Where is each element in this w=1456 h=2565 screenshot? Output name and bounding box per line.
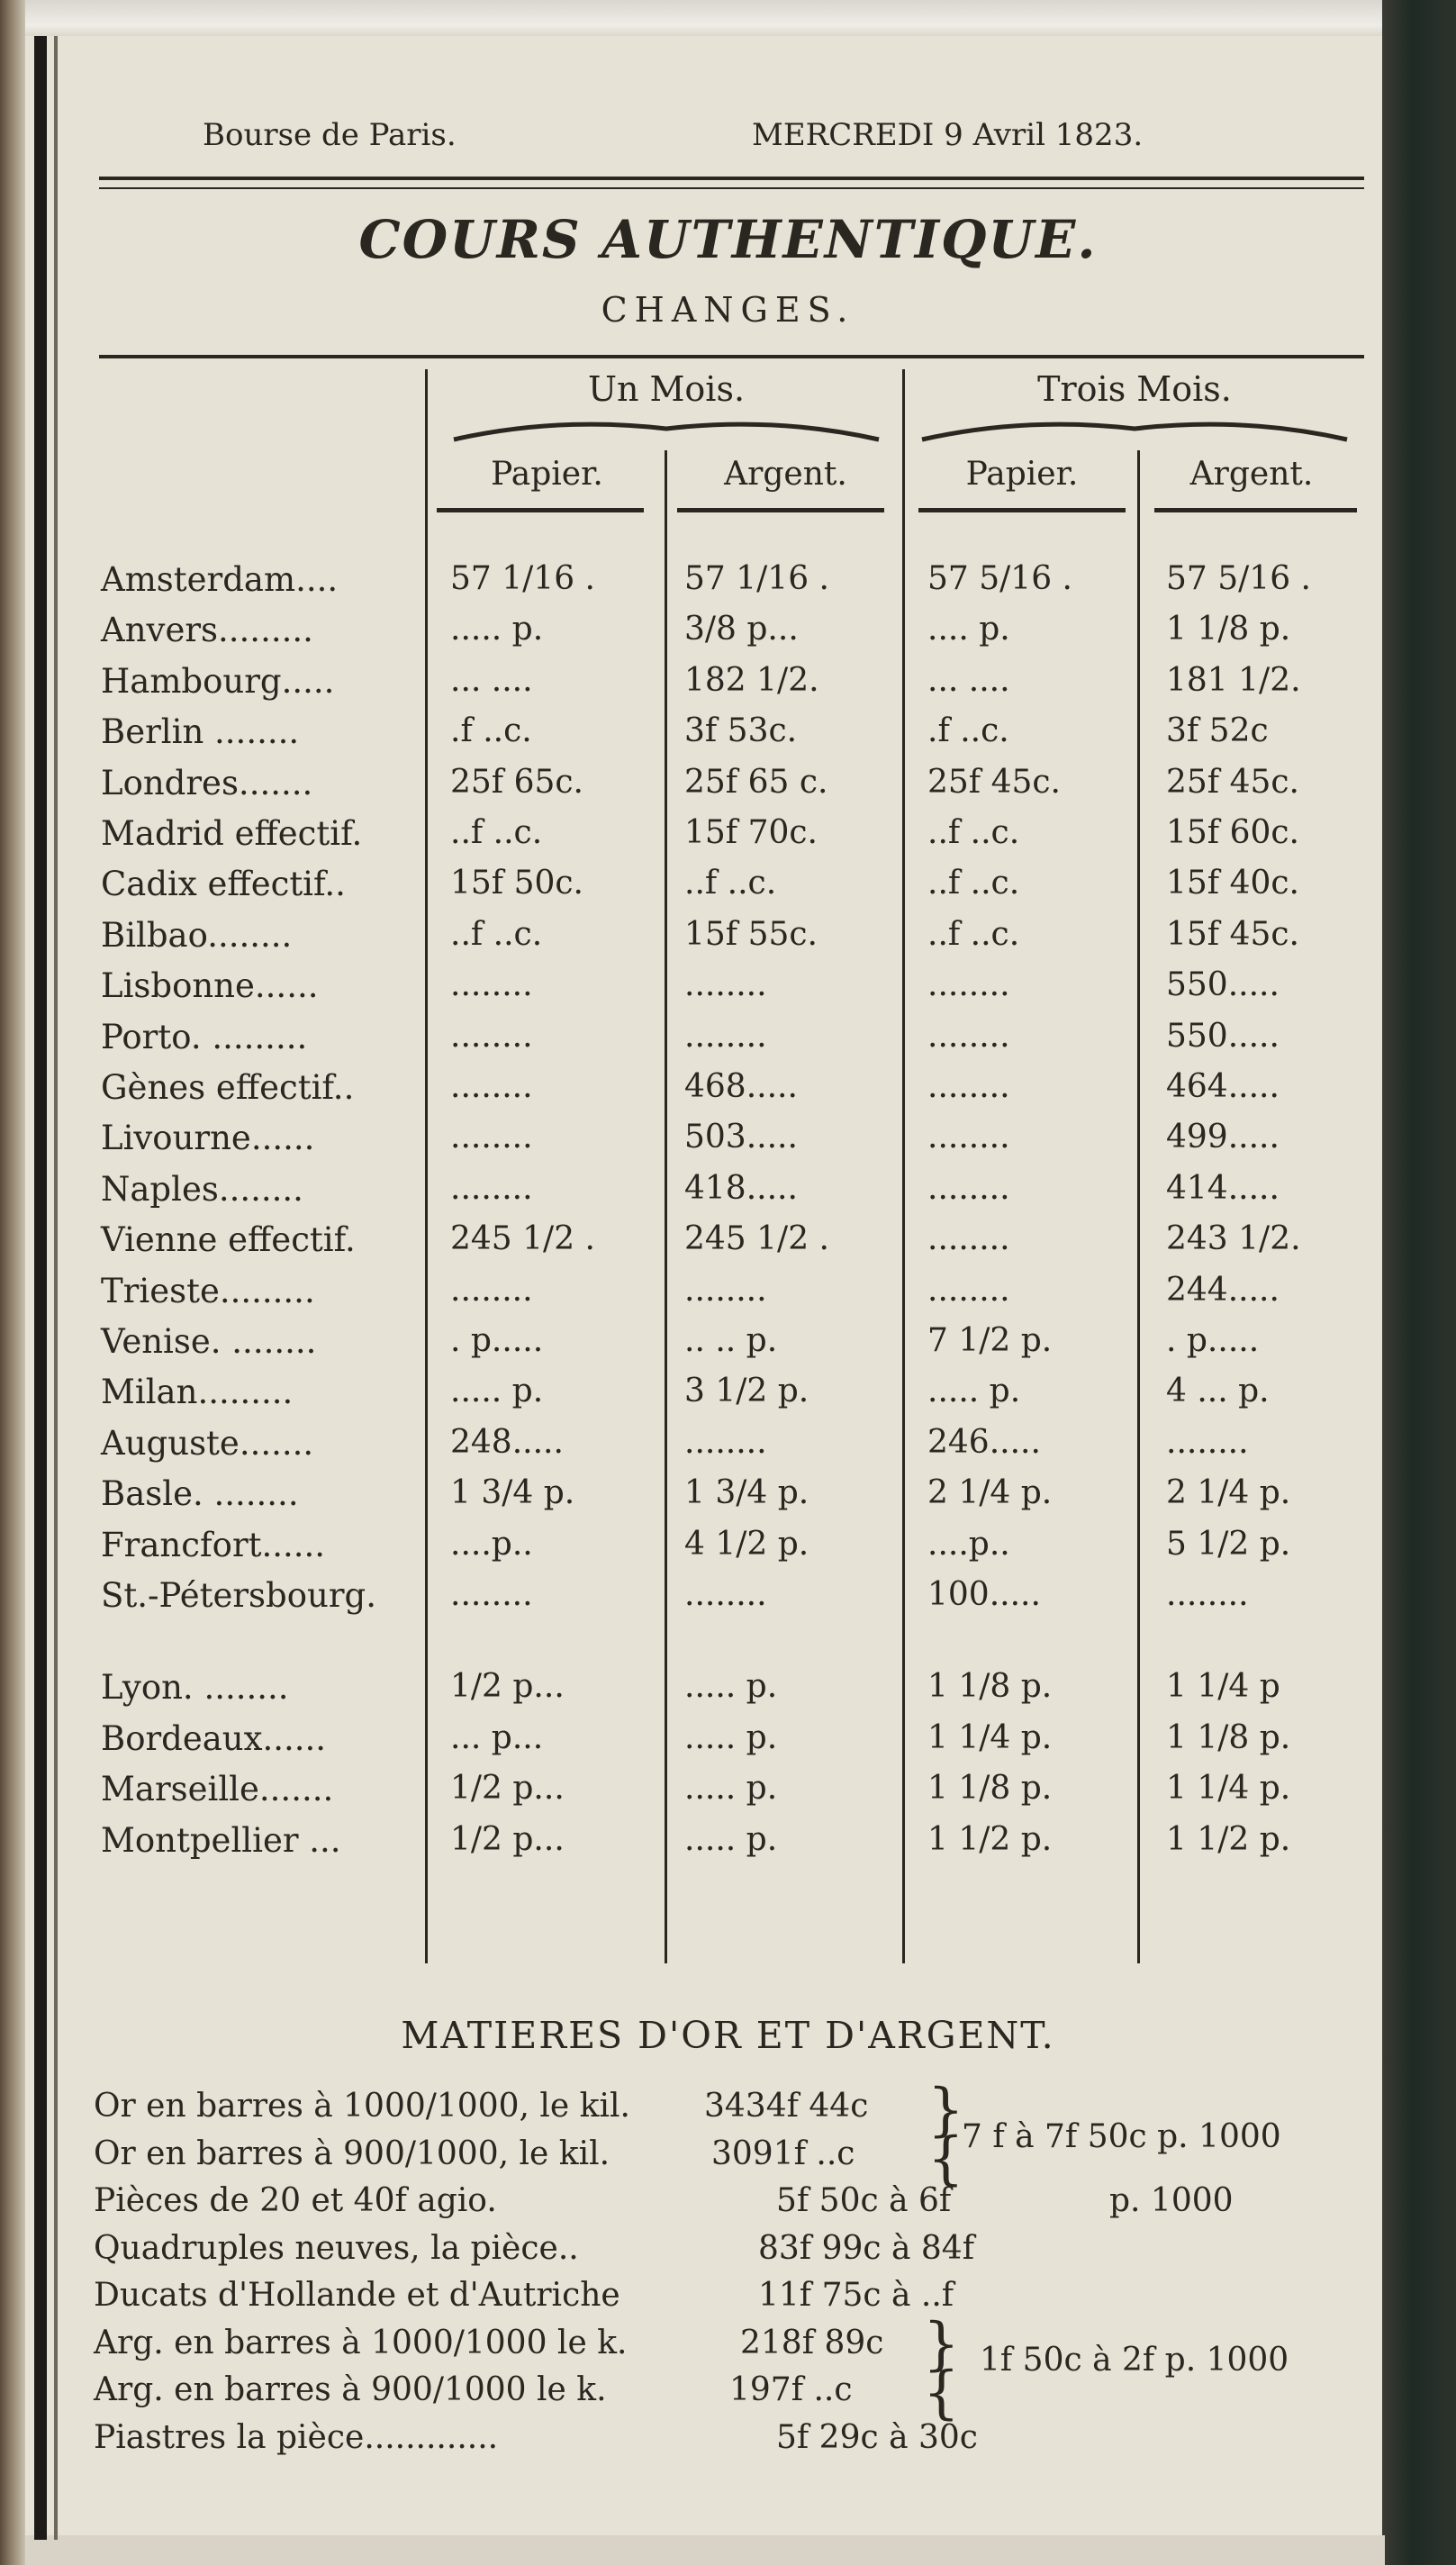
row-cell-col2: 1 3/4 p.	[684, 1474, 809, 1512]
col-separator-3	[902, 369, 905, 1963]
row-city: Londres.......	[101, 763, 313, 802]
row-cell-col3: 246.....	[927, 1423, 1041, 1461]
row-city: Vienne effectif.	[101, 1220, 356, 1260]
col-underline-3	[918, 508, 1126, 512]
row-city: Gènes effectif..	[101, 1068, 355, 1107]
matieres-title: MATIERES D'OR ET D'ARGENT.	[401, 2014, 1055, 2057]
matiere-value: 11f 75c à ..f	[758, 2277, 954, 2314]
row-city: Cadix effectif..	[101, 865, 346, 904]
row-cell-col3: ........	[927, 1169, 1010, 1207]
group-swash-1	[450, 412, 882, 443]
row-cell-col2: .. .. p.	[684, 1322, 778, 1359]
col-underline-2	[677, 508, 884, 512]
row-cell-col4: 15f 40c.	[1166, 865, 1299, 902]
row-city: St.-Pétersbourg.	[101, 1576, 376, 1615]
row-cell-col3: 2 1/4 p.	[927, 1474, 1053, 1512]
row-city: Marseille.......	[101, 1770, 334, 1809]
row-cell-col1: ..f ..c.	[450, 915, 543, 953]
row-cell-col2: 418.....	[684, 1169, 798, 1207]
row-cell-col3: 1 1/2 p.	[927, 1820, 1053, 1858]
header-left: Bourse de Paris.	[203, 117, 457, 153]
row-cell-col4: 15f 60c.	[1166, 814, 1299, 851]
row-cell-col1: 1/2 p...	[450, 1820, 565, 1858]
row-city: Naples........	[101, 1169, 303, 1209]
row-cell-col1: ........	[450, 1271, 533, 1309]
matiere-value: 5f 29c à 30c	[776, 2418, 978, 2456]
row-cell-col2: 57 1/16 .	[684, 560, 829, 597]
matiere-value: 83f 99c à 84f	[758, 2229, 975, 2267]
row-cell-col1: ........	[450, 1068, 533, 1105]
col-separator-2	[665, 450, 667, 1963]
row-cell-col4: 5 1/2 p.	[1166, 1525, 1291, 1563]
row-cell-col3: ... ....	[927, 661, 1010, 699]
col-separator-4	[1137, 450, 1140, 1963]
row-cell-col4: 1 1/8 p.	[1166, 611, 1291, 648]
book-spine	[0, 0, 25, 2565]
row-city: Anvers.........	[101, 611, 313, 650]
row-city: Bilbao........	[101, 915, 293, 955]
row-cell-col2: 3/8 p...	[684, 611, 799, 648]
row-cell-col2: ..... p.	[684, 1718, 778, 1756]
page-bottom-edge	[25, 2535, 1385, 2565]
row-cell-col2: 4 1/2 p.	[684, 1525, 809, 1563]
row-cell-col2: 25f 65 c.	[684, 763, 828, 801]
row-city: Montpellier ...	[101, 1820, 341, 1860]
row-cell-col1: 1 3/4 p.	[450, 1474, 575, 1512]
matiere-label: Piastres la pièce.............	[94, 2418, 499, 2456]
row-cell-col3: ..f ..c.	[927, 865, 1020, 902]
row-cell-col4: 243 1/2.	[1166, 1220, 1301, 1258]
matiere-extra: p. 1000	[1109, 2182, 1234, 2219]
row-cell-col3: 1 1/8 p.	[927, 1668, 1053, 1706]
col-header-4: Argent.	[1189, 456, 1314, 493]
row-cell-col4: 181 1/2.	[1166, 661, 1301, 699]
matiere-label: Arg. en barres à 1000/1000 le k.	[94, 2324, 628, 2361]
row-cell-col4: 550.....	[1166, 966, 1280, 1004]
row-cell-col2: 245 1/2 .	[684, 1220, 829, 1258]
row-city: Madrid effectif.	[101, 814, 363, 853]
row-cell-col3: 100.....	[927, 1576, 1041, 1613]
header-right: MERCREDI 9 Avril 1823.	[752, 117, 1144, 153]
col-header-1: Papier.	[491, 456, 603, 493]
row-city: Amsterdam....	[101, 560, 339, 599]
row-cell-col3: ........	[927, 1271, 1010, 1309]
header-rule-2	[99, 187, 1364, 189]
book-cover-edge	[1382, 0, 1456, 2565]
row-city: Milan.........	[101, 1373, 294, 1412]
row-cell-col3: 25f 45c.	[927, 763, 1061, 801]
row-city: Berlin ........	[101, 712, 300, 752]
row-cell-col4: 499.....	[1166, 1119, 1280, 1156]
brace-note-1: 7 f à 7f 50c p. 1000	[962, 2118, 1281, 2155]
page-top-edge	[25, 0, 1385, 36]
row-cell-col4: 464.....	[1166, 1068, 1280, 1105]
row-cell-col4: 15f 45c.	[1166, 915, 1299, 953]
row-cell-col2: ..... p.	[684, 1770, 778, 1808]
row-city: Venise. ........	[101, 1322, 317, 1361]
row-cell-col3: ..... p.	[927, 1373, 1021, 1410]
row-cell-col1: 1/2 p...	[450, 1770, 565, 1808]
row-city: Auguste.......	[101, 1423, 314, 1463]
matiere-label: Or en barres à 1000/1000, le kil.	[94, 2088, 630, 2125]
row-cell-col4: 414.....	[1166, 1169, 1280, 1207]
brace-note-2: 1f 50c à 2f p. 1000	[980, 2342, 1289, 2379]
row-cell-col4: 57 5/16 .	[1166, 560, 1311, 597]
row-cell-col1: ... ....	[450, 661, 533, 699]
row-cell-col1: 248.....	[450, 1423, 564, 1461]
row-cell-col3: ........	[927, 1017, 1010, 1055]
row-cell-col4: 3f 52c	[1166, 712, 1269, 750]
row-cell-col3: 1 1/4 p.	[927, 1718, 1053, 1756]
margin-rule-thick	[34, 36, 47, 2540]
row-cell-col2: 503.....	[684, 1119, 798, 1156]
row-cell-col3: .f ..c.	[927, 712, 1009, 750]
row-cell-col4: ........	[1166, 1576, 1249, 1613]
matiere-label: Arg. en barres à 900/1000 le k.	[94, 2371, 607, 2408]
row-cell-col2: ..f ..c.	[684, 865, 777, 902]
brace-1-bottom: {	[927, 2125, 964, 2192]
row-cell-col1: ... p...	[450, 1718, 544, 1756]
row-city: Bordeaux......	[101, 1718, 327, 1758]
brace-2-bottom: {	[923, 2360, 960, 2426]
row-city: Lyon. ........	[101, 1668, 289, 1708]
row-cell-col4: ........	[1166, 1423, 1249, 1461]
row-cell-col1: 245 1/2 .	[450, 1220, 595, 1258]
page-subtitle: CHANGES.	[601, 290, 855, 330]
row-city: Basle. ........	[101, 1474, 299, 1514]
row-cell-col1: ..... p.	[450, 611, 544, 648]
row-cell-col4: 1 1/4 p	[1166, 1668, 1280, 1706]
row-cell-col3: ........	[927, 1220, 1010, 1258]
matiere-label: Or en barres à 900/1000, le kil.	[94, 2134, 610, 2172]
row-cell-col3: ........	[927, 1119, 1010, 1156]
row-cell-col3: 57 5/16 .	[927, 560, 1072, 597]
row-city: Livourne......	[101, 1119, 315, 1158]
row-cell-col3: ..f ..c.	[927, 814, 1020, 851]
matiere-label: Ducats d'Hollande et d'Autriche	[94, 2277, 620, 2314]
row-cell-col2: ..... p.	[684, 1820, 778, 1858]
row-cell-col2: 15f 55c.	[684, 915, 818, 953]
row-cell-col4: . p.....	[1166, 1322, 1260, 1359]
matiere-label: Pièces de 20 et 40f agio.	[94, 2182, 497, 2219]
row-cell-col2: ........	[684, 1423, 767, 1461]
row-city: Francfort......	[101, 1525, 326, 1564]
row-cell-col3: ........	[927, 1068, 1010, 1105]
row-cell-col4: 550.....	[1166, 1017, 1280, 1055]
row-cell-col1: .f ..c.	[450, 712, 532, 750]
page-title: COURS AUTHENTIQUE.	[358, 209, 1098, 270]
row-cell-col1: ........	[450, 1017, 533, 1055]
margin-rule-thin	[54, 36, 58, 2540]
row-cell-col1: ........	[450, 966, 533, 1004]
row-cell-col3: .... p.	[927, 611, 1010, 648]
row-cell-col4: 4 ... p.	[1166, 1373, 1270, 1410]
header-rule-1	[99, 177, 1364, 180]
row-cell-col4: 2 1/4 p.	[1166, 1474, 1291, 1512]
matiere-value: 218f 89c	[740, 2324, 884, 2361]
group-swash-2	[918, 412, 1351, 443]
row-cell-col2: ........	[684, 1576, 767, 1613]
col-header-3: Papier.	[965, 456, 1079, 493]
row-cell-col1: ........	[450, 1169, 533, 1207]
col-underline-4	[1154, 508, 1357, 512]
row-cell-col4: 1 1/8 p.	[1166, 1718, 1291, 1756]
matiere-value: 3091f ..c	[711, 2134, 855, 2172]
row-cell-col1: ..... p.	[450, 1373, 544, 1410]
matiere-value: 197f ..c	[729, 2371, 853, 2408]
row-cell-col1: ....p..	[450, 1525, 533, 1563]
table-top-rule	[99, 355, 1364, 358]
row-city: Lisbonne......	[101, 966, 319, 1006]
row-cell-col3: ....p..	[927, 1525, 1010, 1563]
row-cell-col3: ........	[927, 966, 1010, 1004]
row-cell-col2: ........	[684, 966, 767, 1004]
row-cell-col2: 3f 53c.	[684, 712, 798, 750]
row-cell-col1: 25f 65c.	[450, 763, 583, 801]
col-underline-1	[437, 508, 644, 512]
row-cell-col1: . p.....	[450, 1322, 544, 1359]
row-cell-col1: 57 1/16 .	[450, 560, 595, 597]
row-city: Porto. .........	[101, 1017, 308, 1056]
group-header-trois-mois: Trois Mois.	[1037, 369, 1232, 409]
row-cell-col2: 15f 70c.	[684, 814, 818, 851]
row-cell-col4: 1 1/2 p.	[1166, 1820, 1291, 1858]
group-header-un-mois: Un Mois.	[587, 369, 746, 409]
row-cell-col1: 15f 50c.	[450, 865, 583, 902]
row-cell-col3: 1 1/8 p.	[927, 1770, 1053, 1808]
brace-2-top: }	[923, 2311, 960, 2378]
row-cell-col1: 1/2 p...	[450, 1668, 565, 1706]
row-cell-col3: 7 1/2 p.	[927, 1322, 1053, 1359]
row-city: Trieste.........	[101, 1271, 315, 1310]
row-city: Hambourg.....	[101, 661, 335, 701]
col-header-2: Argent.	[724, 456, 847, 493]
matiere-value: 3434f 44c	[704, 2088, 869, 2125]
row-cell-col1: ........	[450, 1119, 533, 1156]
row-cell-col2: 3 1/2 p.	[684, 1373, 809, 1410]
row-cell-col2: 182 1/2.	[684, 661, 819, 699]
col-separator-1	[425, 369, 428, 1963]
row-cell-col4: 1 1/4 p.	[1166, 1770, 1291, 1808]
matiere-value: 5f 50c à 6f	[776, 2182, 952, 2219]
row-cell-col2: ........	[684, 1271, 767, 1309]
row-cell-col2: ..... p.	[684, 1668, 778, 1706]
brace-1-top: }	[927, 2077, 964, 2144]
matiere-label: Quadruples neuves, la pièce..	[94, 2229, 579, 2267]
row-cell-col1: ........	[450, 1576, 533, 1613]
row-cell-col3: ..f ..c.	[927, 915, 1020, 953]
row-cell-col1: ..f ..c.	[450, 814, 543, 851]
row-cell-col2: 468.....	[684, 1068, 798, 1105]
row-cell-col4: 244.....	[1166, 1271, 1280, 1309]
row-cell-col4: 25f 45c.	[1166, 763, 1299, 801]
row-cell-col2: ........	[684, 1017, 767, 1055]
